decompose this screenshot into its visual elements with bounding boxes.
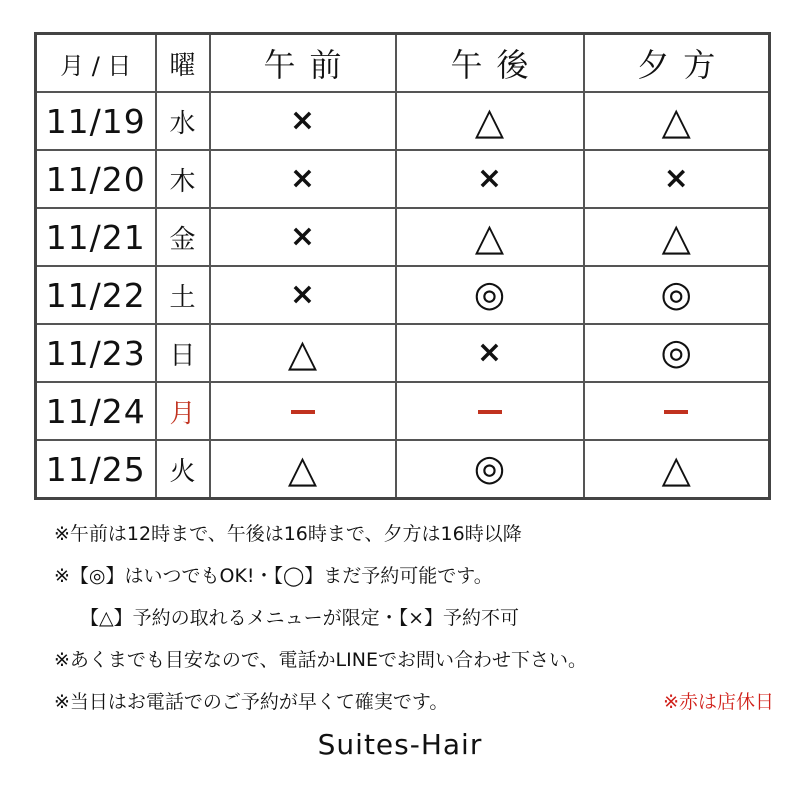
header-date: 月 / 日	[36, 34, 156, 93]
note-hours: ※午前は12時まで、午後は16時まで、夕方は16時以降	[54, 523, 522, 545]
closed-dash-icon	[664, 410, 688, 414]
cross-mark: ×	[289, 103, 316, 138]
cell-morning	[210, 92, 396, 150]
cell-evening	[584, 382, 770, 440]
header-day-of-week: 曜	[156, 34, 210, 93]
header-afternoon: 午後	[396, 34, 584, 93]
cell-afternoon	[396, 92, 584, 150]
cell-day-of-week: 月	[156, 382, 210, 440]
cell-date: 11/20	[36, 150, 156, 208]
triangle-mark: △	[661, 215, 691, 259]
cell-evening	[584, 150, 770, 208]
triangle-mark: △	[287, 447, 318, 491]
note-guideline: ※あくまでも目安なので、電話かLINEでお問い合わせ下さい。	[54, 649, 587, 671]
cell-morning	[210, 324, 396, 382]
table-header-row	[36, 34, 770, 93]
cross-mark: ×	[289, 219, 316, 254]
cell-day-of-week: 木	[156, 150, 210, 208]
cell-afternoon	[396, 150, 584, 208]
cell-morning	[210, 150, 396, 208]
cell-morning	[210, 208, 396, 266]
triangle-mark: △	[474, 99, 505, 143]
cell-date: 11/22	[36, 266, 156, 324]
note-same-day: ※当日はお電話でのご予約が早くて確実です。	[54, 691, 449, 713]
note-legend-limited: 【△】予約の取れるメニューが限定・【×】予約不可	[80, 607, 520, 629]
cell-afternoon	[396, 382, 584, 440]
triangle-mark: △	[661, 99, 691, 143]
double-circle-mark: ◎	[473, 448, 506, 489]
cell-afternoon	[396, 266, 584, 324]
brand-name: Suites-Hair	[317, 728, 483, 761]
table-row	[36, 440, 770, 499]
cell-evening	[584, 266, 770, 324]
cross-mark: ×	[289, 277, 316, 312]
note-same-day-row	[54, 684, 774, 726]
triangle-mark: △	[287, 331, 318, 375]
triangle-mark: △	[661, 447, 691, 491]
cell-afternoon	[396, 440, 584, 499]
table-row	[36, 208, 770, 266]
cell-date: 11/19	[36, 92, 156, 150]
double-circle-mark: ◎	[660, 332, 692, 373]
cross-mark: ×	[663, 161, 689, 196]
cell-afternoon	[396, 208, 584, 266]
cell-morning	[210, 266, 396, 324]
header-morning: 午前	[210, 34, 396, 93]
notes-section	[54, 516, 774, 726]
header-evening: 夕方	[584, 34, 770, 93]
cross-mark: ×	[289, 161, 316, 196]
cross-mark: ×	[476, 161, 503, 196]
closed-dash-icon	[478, 410, 502, 414]
note-closed-day: ※赤は店休日	[663, 691, 774, 713]
cell-evening	[584, 92, 770, 150]
cell-date: 11/25	[36, 440, 156, 499]
cell-day-of-week: 水	[156, 92, 210, 150]
cell-evening	[584, 440, 770, 499]
table-row	[36, 266, 770, 324]
cell-morning	[210, 382, 396, 440]
table-row	[36, 150, 770, 208]
cell-date: 11/21	[36, 208, 156, 266]
cell-evening	[584, 324, 770, 382]
cell-day-of-week: 土	[156, 266, 210, 324]
note-legend-available: ※【◎】はいつでもOK!・【◯】まだ予約可能です。	[54, 565, 493, 587]
triangle-mark: △	[474, 215, 505, 259]
cell-day-of-week: 火	[156, 440, 210, 499]
cell-date: 11/24	[36, 382, 156, 440]
table-row	[36, 92, 770, 150]
double-circle-mark: ◎	[660, 274, 692, 315]
cross-mark: ×	[476, 335, 503, 370]
cell-date: 11/23	[36, 324, 156, 382]
table-row	[36, 382, 770, 440]
cell-day-of-week: 金	[156, 208, 210, 266]
table-row	[36, 324, 770, 382]
cell-afternoon	[396, 324, 584, 382]
double-circle-mark: ◎	[473, 274, 506, 315]
closed-dash-icon	[291, 410, 315, 414]
cell-morning	[210, 440, 396, 499]
availability-table	[34, 32, 771, 500]
cell-evening	[584, 208, 770, 266]
cell-day-of-week: 日	[156, 324, 210, 382]
